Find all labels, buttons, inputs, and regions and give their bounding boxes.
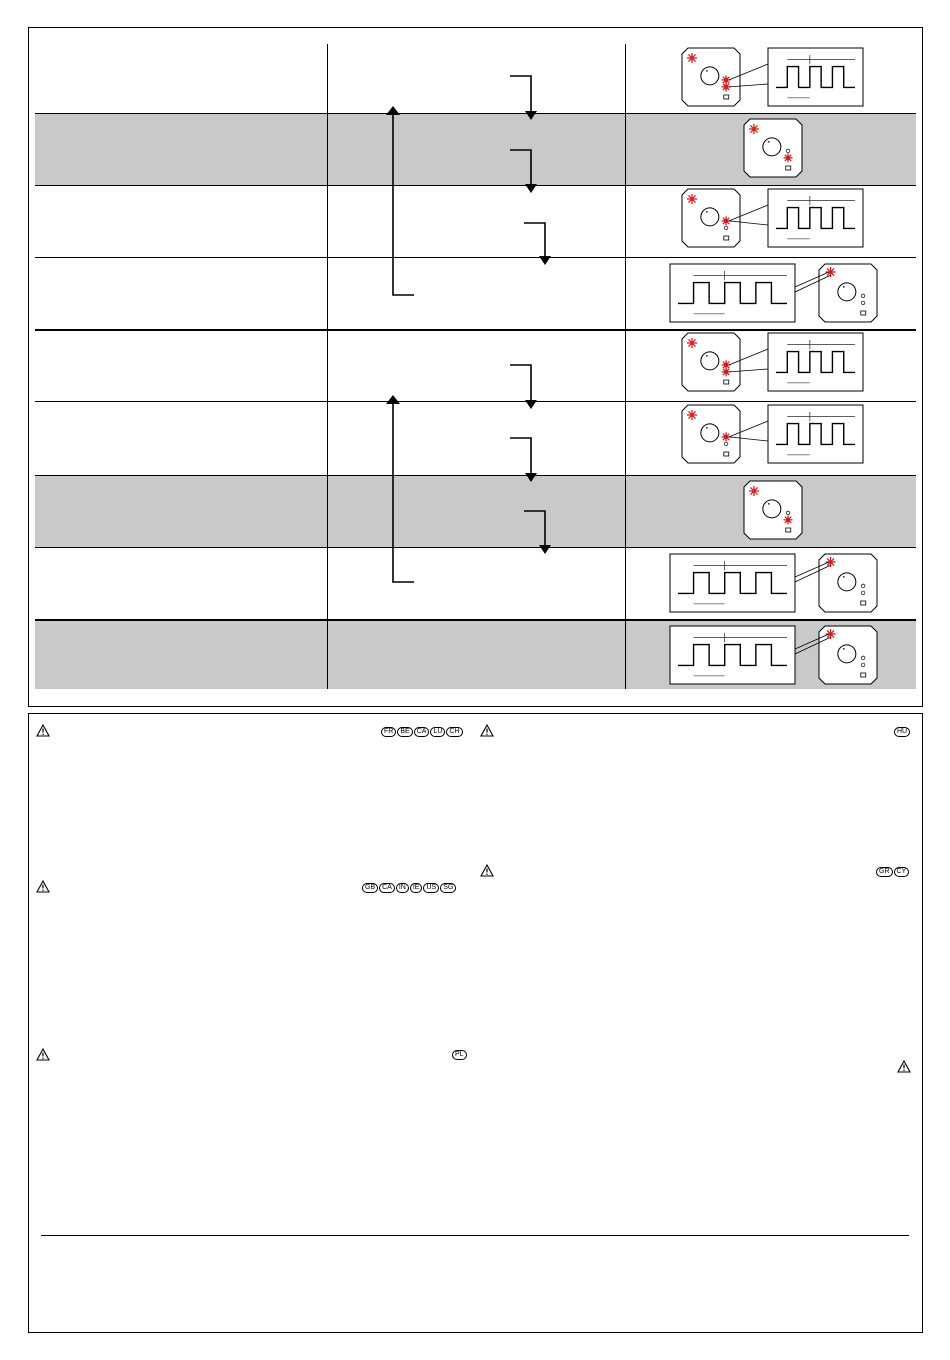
knob-icon xyxy=(701,67,719,85)
country-code-badge: US xyxy=(423,883,439,893)
country-codes-fr xyxy=(381,727,463,737)
bottom-divider xyxy=(41,1235,909,1236)
waveform-diagram xyxy=(768,48,863,106)
warning-triangle-icon xyxy=(36,880,50,893)
country-code-badge: CA xyxy=(414,727,430,737)
device-panel xyxy=(682,48,740,106)
safety-text-frame xyxy=(28,713,923,1333)
knob-icon xyxy=(838,573,856,591)
device-panel xyxy=(682,333,740,391)
device-panel xyxy=(682,189,740,247)
knob-icon xyxy=(701,208,719,226)
led-flash-icon xyxy=(687,194,697,204)
country-code-badge: PL xyxy=(452,1050,467,1060)
country-code-badge: GB xyxy=(362,883,378,893)
diagram-waveform-and-knob-led xyxy=(670,554,877,612)
country-code-badge: CH xyxy=(446,727,462,737)
knob-icon xyxy=(701,352,719,370)
country-code-badge: BE xyxy=(397,727,412,737)
country-codes-gr xyxy=(876,867,909,877)
warning-triangle-icon xyxy=(480,864,494,877)
diagram-knob-with-two-leds-and-waveform xyxy=(682,48,863,106)
waveform-diagram xyxy=(670,264,795,322)
knob-icon xyxy=(763,138,781,156)
warning-triangle-icon xyxy=(36,1048,50,1061)
country-code-badge: FR xyxy=(381,727,396,737)
knob-icon xyxy=(763,500,781,518)
led-flash-icon xyxy=(749,124,759,134)
country-code-badge: IE xyxy=(410,883,423,893)
device-panel xyxy=(744,119,802,177)
country-code-badge: SG xyxy=(440,883,456,893)
led-flash-icon xyxy=(784,153,793,162)
diagram-knob-with-one-led-and-waveform xyxy=(682,189,863,247)
led-flash-icon xyxy=(687,338,697,348)
diagram-knob-with-one-led-and-waveform xyxy=(682,405,863,463)
knob-icon xyxy=(838,283,856,301)
country-code-badge: CA xyxy=(379,883,395,893)
diagram-knob-with-led xyxy=(744,481,802,539)
knob-icon xyxy=(701,424,719,442)
waveform-diagram xyxy=(768,189,863,247)
led-flash-icon xyxy=(687,410,697,420)
waveform-diagram xyxy=(768,405,863,463)
diagram-knob-with-two-leds-and-waveform xyxy=(682,333,863,391)
waveform-diagram xyxy=(768,333,863,391)
country-code-badge: IN xyxy=(396,883,409,893)
country-code-badge: HU xyxy=(894,727,910,737)
country-codes-pl xyxy=(452,1050,467,1060)
device-panel xyxy=(744,481,802,539)
waveform-diagram xyxy=(670,626,795,684)
country-codes-hu xyxy=(894,727,910,737)
country-code-badge: LU xyxy=(430,727,445,737)
diagram-waveform-and-knob-led xyxy=(670,626,877,684)
warning-triangle-icon xyxy=(480,724,494,737)
warning-triangle-icon xyxy=(897,1060,911,1073)
country-code-badge: GR xyxy=(876,867,893,877)
device-panel xyxy=(682,405,740,463)
diagram-waveform-and-knob-led xyxy=(670,264,877,322)
led-flash-icon xyxy=(784,515,793,524)
country-codes-gb xyxy=(362,883,456,893)
led-flash-icon xyxy=(687,53,697,63)
country-code-badge: CY xyxy=(894,867,910,877)
warning-triangle-icon xyxy=(36,724,50,737)
knob-icon xyxy=(838,645,856,663)
waveform-diagram xyxy=(670,554,795,612)
led-flash-icon xyxy=(749,486,759,496)
diagram-knob-with-led xyxy=(744,119,802,177)
